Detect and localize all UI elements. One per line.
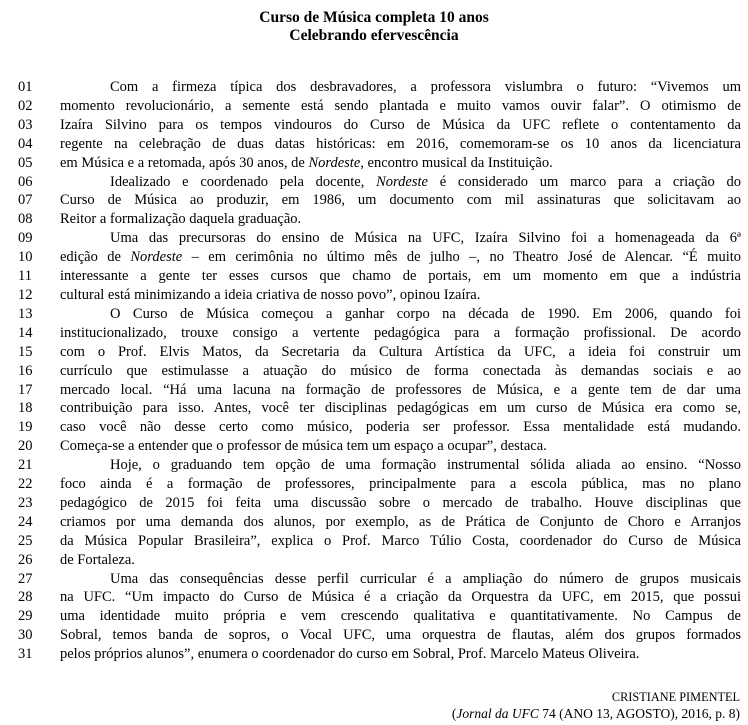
passage-line <box>0 324 748 343</box>
line-number: 25 <box>18 532 33 549</box>
text-run: edição de <box>60 249 131 266</box>
passage-line <box>0 154 748 173</box>
passage-line <box>0 248 748 267</box>
passage-line <box>0 116 748 135</box>
line-number: 09 <box>18 230 33 247</box>
text-run: foco ainda é a formação de professores, principalmente para a escola pública, mas no plano <box>60 476 741 493</box>
passage-line <box>0 286 748 305</box>
text-run: Hoje, o graduando tem opção de uma formação instrumental sólida aliada ao ensino. “Nosso <box>110 457 741 474</box>
text-run: Idealizado e coordenado pela docente, <box>110 173 377 190</box>
passage-line <box>0 532 748 551</box>
text-run: cultural está minimizando a ideia criativa de nosso povo”, opinou Izaíra. <box>60 286 481 303</box>
text-run: regente na celebração de duas datas históricas: em 2016, comemoram-se os 10 anos da licenciatura <box>60 135 741 152</box>
text-run: é considerado um marco para a criação do <box>427 173 741 190</box>
passage-line <box>0 267 748 286</box>
line-text <box>60 78 741 97</box>
line-text <box>60 97 741 116</box>
text-run: momento revolucionário, a semente está sendo plantada e muito vamos ouvir falar”. O otimismo de <box>60 97 741 114</box>
line-number: 02 <box>18 97 33 114</box>
line-text <box>60 173 741 192</box>
passage-line <box>0 570 748 589</box>
text-run: currículo que estimulasse a atuação do músico de forma conectada às demandas sociais e ao <box>60 362 741 379</box>
line-text <box>60 513 741 532</box>
line-text <box>60 324 741 343</box>
passage-line <box>0 78 748 97</box>
text-run: pedagógico de 2015 foi feita uma discussão sobre o mercado de trabalho. Houve disciplinas que <box>60 494 741 511</box>
italic-text-run: Jornal da UFC <box>456 706 539 722</box>
text-run: Sobral, temos banda de sopros, o Vocal UFC, uma orquestra de flautas, além dos grupos formados <box>60 627 741 644</box>
text-run: de Fortaleza. <box>60 551 135 568</box>
passage-line <box>0 173 748 192</box>
text-run: Uma das consequências desse perfil curricular é a ampliação do número de grupos musicais <box>110 570 741 587</box>
line-text <box>60 154 741 173</box>
text-run: 74 (ANO 13, AGOSTO), 2016, p. 8) <box>538 706 740 722</box>
line-text <box>60 626 741 645</box>
passage-line <box>0 456 748 475</box>
passage-line <box>0 607 748 626</box>
passage-line <box>0 362 748 381</box>
passage-line <box>0 475 748 494</box>
text-run: na UFC. “Um impacto do Curso de Música é a criação da Orquestra da UFC, em 2015, que possui <box>60 589 741 606</box>
italic-text-run: Nordeste <box>376 173 428 190</box>
line-number: 19 <box>18 419 33 436</box>
text-run: Izaíra Silvino para os tempos vindouros do Curso de Música da UFC reflete o contentamento da <box>60 116 741 133</box>
line-number: 30 <box>18 627 33 644</box>
text-run: mercado local. “Há uma lacuna na formação de professores de Música, e a gente tem de dar uma <box>60 381 741 398</box>
line-number: 26 <box>18 551 33 568</box>
text-run: Reitor a formalização daquela graduação. <box>60 211 302 228</box>
passage-line <box>0 305 748 324</box>
italic-text-run: Nordeste <box>130 249 183 266</box>
passage-line <box>0 399 748 418</box>
line-number: 24 <box>18 513 33 530</box>
line-number: 20 <box>18 438 33 455</box>
line-number: 22 <box>18 476 33 493</box>
text-run: O Curso de Música começou a ganhar corpo na década de 1990. Em 2006, quando foi <box>110 305 741 322</box>
passage-line <box>0 381 748 400</box>
passage-line <box>0 191 748 210</box>
passage-line <box>0 343 748 362</box>
line-text <box>60 532 741 551</box>
text-run: interessante a gente ter esses cursos que chamo de portais, em um momento em que a indústria <box>60 268 741 285</box>
italic-text-run: Nordeste <box>308 154 361 171</box>
line-text <box>60 191 741 210</box>
text-run: Uma das precursoras do ensino de Música na UFC, Izaíra Silvino foi a homenageada da 6ª <box>110 230 741 247</box>
line-number: 21 <box>18 457 33 474</box>
line-number: 01 <box>18 79 33 95</box>
text-run: uma identidade muito própria e vem crescendo qualitativa e quantitativamente. No Campus de <box>60 608 741 625</box>
passage-line <box>0 210 748 229</box>
line-number: 23 <box>18 494 33 511</box>
attribution-source <box>0 705 740 722</box>
line-number: 03 <box>18 116 33 133</box>
passage-line <box>0 437 748 456</box>
line-text <box>60 305 741 324</box>
line-text <box>60 475 741 494</box>
line-text <box>60 381 741 400</box>
title-line-2: Celebrando efervescência <box>289 27 459 44</box>
text-run: da Música Popular Brasileira”, explica o Prof. Marco Túlio Costa, coordenador do Curso de Música <box>60 532 741 549</box>
text-run: Com a firmeza típica dos desbravadores, a professora vislumbra o futuro: “Vivemos um <box>110 79 741 95</box>
line-number: 07 <box>18 192 33 209</box>
line-number: 18 <box>18 400 33 417</box>
line-text <box>60 399 741 418</box>
line-text <box>60 135 741 154</box>
line-text <box>60 607 741 626</box>
passage-line <box>0 97 748 116</box>
line-number: 11 <box>18 268 32 285</box>
line-text <box>60 551 741 570</box>
passage-line <box>0 626 748 645</box>
passage-line <box>0 645 748 664</box>
line-text <box>60 362 741 381</box>
line-number: 31 <box>18 646 33 663</box>
text-run: criamos por uma demanda dos alunos, por exemplo, as de Prática de Conjunto de Choro e Arranjos <box>60 513 741 530</box>
text-run: ( <box>451 706 457 722</box>
passage-line <box>0 494 748 513</box>
document-title <box>0 0 748 45</box>
passage-line <box>0 229 748 248</box>
line-text <box>60 210 741 229</box>
line-number: 10 <box>18 249 33 266</box>
line-text <box>60 645 741 664</box>
text-run: caso você não desse certo como músico, poderia ser professor. Essa mentalidade está mudando. <box>60 419 741 436</box>
line-text <box>60 116 741 135</box>
line-text <box>60 570 741 589</box>
line-number: 06 <box>18 173 33 190</box>
line-text <box>60 437 741 456</box>
line-text <box>60 343 741 362</box>
line-number: 08 <box>18 211 33 228</box>
passage-line <box>0 588 748 607</box>
line-text <box>60 267 741 286</box>
line-number: 28 <box>18 589 33 606</box>
line-number: 05 <box>18 154 33 171</box>
text-run: institucionalizado, trouxe consigo a vertente pedagógica para a formação profissional. De acordo <box>60 324 741 341</box>
passage-lines <box>0 78 748 664</box>
text-run: , encontro musical da Instituição. <box>360 154 553 171</box>
line-number: 14 <box>18 324 33 341</box>
text-run: com o Prof. Elvis Matos, da Secretaria da Cultura Artística da UFC, a ideia foi construir um <box>60 343 741 360</box>
line-number: 16 <box>18 362 33 379</box>
text-run: Curso de Música ao produzir, em 1986, um documento com mil assinaturas que solicitavam ao <box>60 192 741 209</box>
passage-line <box>0 418 748 437</box>
passage-line <box>0 513 748 532</box>
text-run: em Música e a retomada, após 30 anos, de <box>60 154 309 171</box>
line-text <box>60 588 741 607</box>
line-number: 27 <box>18 570 33 587</box>
text-run: contribuição para isso. Antes, você ter disciplinas pedagógicas em um curso de Música era como se, <box>60 400 741 417</box>
line-number: 12 <box>18 286 33 303</box>
attribution <box>0 690 748 722</box>
line-number: 15 <box>18 343 33 360</box>
line-text <box>60 418 741 437</box>
text-run: Começa-se a entender que o professor de música tem um espaço a ocupar”, destaca. <box>60 438 547 455</box>
text-run: pelos próprios alunos”, enumera o coordenador do curso em Sobral, Prof. Marcelo Mateus Oliveira. <box>60 646 640 663</box>
line-number: 29 <box>18 608 33 625</box>
line-text <box>60 248 741 267</box>
text-run: – em cerimônia no último mês de julho –, no Theatro José de Alencar. “É muito <box>182 249 741 266</box>
line-text <box>60 229 741 248</box>
passage-line <box>0 551 748 570</box>
line-text <box>60 286 741 305</box>
line-number: 04 <box>18 135 33 152</box>
line-text <box>60 494 741 513</box>
title-line-1: Curso de Música completa 10 anos <box>259 9 489 26</box>
line-number: 13 <box>18 305 33 322</box>
line-text <box>60 456 741 475</box>
line-number: 17 <box>18 381 33 398</box>
attribution-author: CRISTIANE PIMENTEL <box>611 690 740 705</box>
passage-line <box>0 135 748 154</box>
